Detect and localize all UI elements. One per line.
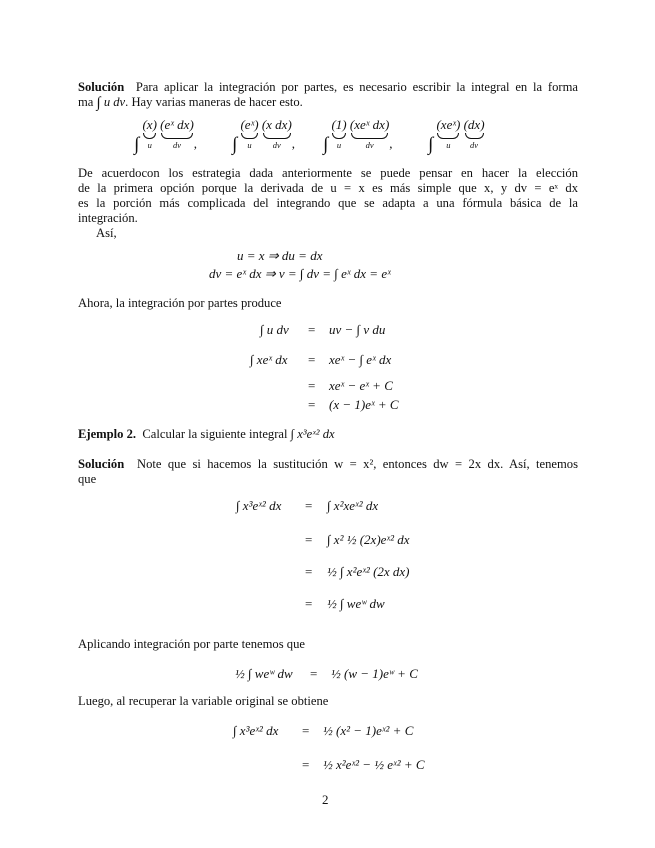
example-2-text: Calcular la siguiente integral bbox=[142, 427, 288, 441]
solution-paragraph-1 bbox=[78, 80, 578, 95]
paragraph-2-line2: de la primera opción porque la derivada de u = x es más simple que x, y dv = eˣ dx bbox=[78, 181, 578, 195]
eq3-r1r: ∫ x²xeˣ² dx bbox=[327, 498, 379, 513]
paragraph-2-line1: De acuerdocon los estrategia dada anteriormente se puede pensar en hacer la elección bbox=[78, 166, 578, 180]
eq3-r4r: ½ ∫ weʷ dw bbox=[327, 596, 385, 611]
solution-text-2: Note que si hacemos la sustitución w = x², entonces dw = 2x dx. Así, tenemos bbox=[137, 457, 578, 471]
eq3-r3r: ½ ∫ x²eˣ² (2x dx) bbox=[327, 564, 410, 579]
paragraph-5: Aplicando integración por parte tenemos que bbox=[78, 637, 305, 651]
solution-text: Para aplicar la integración por partes, es necesario escribir la integral en la forma bbox=[135, 80, 578, 94]
solution-text-end: . Hay varias maneras de hacer esto. bbox=[125, 95, 303, 109]
choice-3: ∫ (1) u (xeˣ dx) dv , bbox=[323, 117, 393, 155]
eq1-row1: u = x ⇒ du = dx bbox=[237, 248, 323, 263]
choice-1: ∫ (x) u (eˣ dx) dv , bbox=[134, 117, 198, 155]
solution-label-2: Solución bbox=[78, 457, 125, 471]
eq1-row2: dv = eˣ dx ⇒ v = ∫ dv = ∫ eˣ dx = eˣ bbox=[209, 266, 391, 281]
eq2-r4r: (x − 1)eˣ + C bbox=[329, 397, 399, 412]
udv-text: u dv bbox=[103, 95, 126, 109]
paragraph-3: Ahora, la integración por partes produce bbox=[78, 296, 282, 310]
example-2-integral: ∫ x³eˣ² dx bbox=[290, 427, 335, 441]
eq5-r1r: ½ (x² − 1)eˣ² + C bbox=[323, 723, 414, 738]
eq5-r1l: ∫ x³eˣ² dx bbox=[233, 723, 279, 738]
paragraph-2-line5: Así, bbox=[96, 226, 117, 240]
eq2-r3r: xeˣ − eˣ + C bbox=[329, 378, 393, 393]
eq5-r2r: ½ x²eˣ² − ½ eˣ² + C bbox=[323, 757, 425, 772]
example-2-label: Ejemplo 2. bbox=[78, 427, 137, 441]
solution-paragraph-2-line2: que bbox=[78, 472, 97, 486]
paragraph-2-line4: integración. bbox=[78, 211, 138, 225]
eq2-r2r: xeˣ − ∫ eˣ dx bbox=[329, 352, 392, 367]
eq4-left: ½ ∫ weʷ dw bbox=[235, 666, 293, 681]
paragraph-6: Luego, al recuperar la variable original se obtiene bbox=[78, 694, 329, 708]
document-page: Solución Para aplicar la integración por partes, es necesario escribir la integral en la forma ma ∫ u dv. Hay varias maneras de hacer esto. ∫ (x) u (eˣ dx) dv , ∫ (eˣ) u (x dx) dv , ∫ (1) u (xeˣ dx) dv , ∫ (xeˣ) u (dx) dv De acuerdocon los estrategia dada anteriormente se puede pensar en hacer la elección de la primera opción porque la derivada de u = x es más simple que x, y dv = eˣ dx es la porción más complicada del integrando que se adapta a una fórmula básica de la integración. Así, u = x ⇒ du = dx dv = eˣ dx ⇒ v = ∫ dv = ∫ eˣ dx = eˣ Ahora, la integración por partes produce ∫ u dv = uv − ∫ v du ∫ xeˣ dx = xeˣ − ∫ eˣ dx = xeˣ − eˣ + C = (x − 1)eˣ + C Ejemplo 2. Calcular la siguiente integral ∫ x³eˣ² dx Solución Note que si hacemos la sustitución w = x², entonces dw = 2x dx. Así, tenemos que ∫ x³eˣ² dx = ∫ x²xeˣ² dx = ∫ x² ½ (2x)eˣ² dx = ½ ∫ x²eˣ² (2x dx) = ½ ∫ weʷ dw Aplicando integración por parte tenemos que ½ ∫ weʷ dw = ½ (w − 1)eʷ + C Luego, al recuperar la variable original se obtiene ∫ x³eˣ² dx = ½ (x² − 1)eˣ² + C = ½ x²eˣ² − ½ eˣ² + C 2 bbox=[0, 0, 655, 848]
choice-4: ∫ (xeˣ) u (dx) dv bbox=[428, 117, 485, 155]
choice-2: ∫ (eˣ) u (x dx) dv , bbox=[232, 117, 296, 155]
page-number: 2 bbox=[322, 792, 329, 807]
eq2-r1r: uv − ∫ v du bbox=[329, 322, 386, 337]
eq2-r1l: ∫ u dv bbox=[260, 322, 289, 337]
eq3-r1l: ∫ x³eˣ² dx bbox=[236, 498, 282, 513]
eq3-r2r: ∫ x² ½ (2x)eˣ² dx bbox=[327, 532, 410, 547]
paragraph-2-line3: es la porción más complicada del integrando que se adapta a una fórmula básica de la bbox=[78, 196, 578, 210]
example-2-paragraph bbox=[78, 427, 578, 442]
eq2-r2l: ∫ xeˣ dx bbox=[250, 352, 288, 367]
solution-label: Solución bbox=[78, 80, 125, 94]
eq4-right: ½ (w − 1)eʷ + C bbox=[331, 666, 418, 681]
solution-paragraph-1-line2: ma ∫ u dv. Hay varias maneras de hacer esto. bbox=[78, 95, 303, 111]
solution-paragraph-2 bbox=[78, 457, 578, 472]
